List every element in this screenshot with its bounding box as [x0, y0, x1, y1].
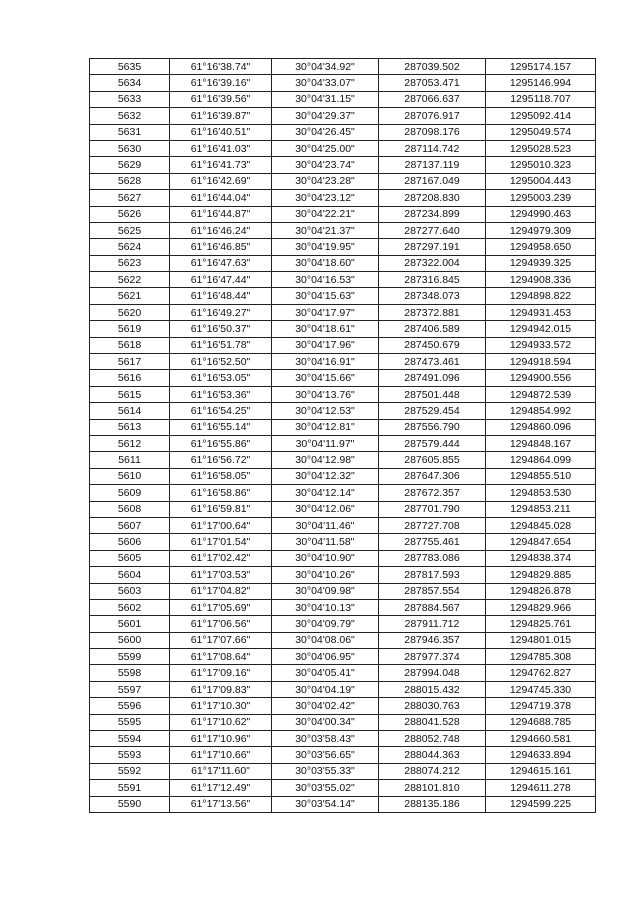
table-row: [90, 550, 596, 566]
point-number-cell: 5624: [90, 239, 170, 255]
y-coordinate-cell: 1294845.028: [486, 517, 596, 533]
longitude-cell: 30°04'00.34": [272, 714, 379, 730]
y-coordinate-cell: 1294660.581: [486, 731, 596, 747]
y-coordinate-cell: 1294854.992: [486, 403, 596, 419]
longitude-cell: 30°03'55.33": [272, 763, 379, 779]
y-coordinate-cell: 1295092.414: [486, 108, 596, 124]
latitude-cell: 61°16'39.16": [170, 75, 272, 91]
longitude-cell: 30°04'12.32": [272, 468, 379, 484]
longitude-cell: 30°04'29.37": [272, 108, 379, 124]
x-coordinate-cell: 287501.448: [379, 386, 486, 402]
table-row: [90, 501, 596, 517]
latitude-cell: 61°17'02.42": [170, 550, 272, 566]
latitude-cell: 61°17'08.64": [170, 649, 272, 665]
y-coordinate-cell: 1294855.510: [486, 468, 596, 484]
latitude-cell: 61°17'05.69": [170, 599, 272, 615]
x-coordinate-cell: 287167.049: [379, 173, 486, 189]
table-row: [90, 649, 596, 665]
x-coordinate-cell: 287372.881: [379, 304, 486, 320]
table-row: [90, 173, 596, 189]
point-number-cell: 5630: [90, 140, 170, 156]
table-row: [90, 698, 596, 714]
x-coordinate-cell: 287277.640: [379, 222, 486, 238]
x-coordinate-cell: 287783.086: [379, 550, 486, 566]
y-coordinate-cell: 1294801.015: [486, 632, 596, 648]
y-coordinate-cell: 1295118.707: [486, 91, 596, 107]
table-row: [90, 583, 596, 599]
longitude-cell: 30°04'18.60": [272, 255, 379, 271]
y-coordinate-cell: 1295146.994: [486, 75, 596, 91]
point-number-cell: 5632: [90, 108, 170, 124]
table-row: [90, 288, 596, 304]
longitude-cell: 30°04'12.81": [272, 419, 379, 435]
latitude-cell: 61°17'01.54": [170, 534, 272, 550]
y-coordinate-cell: 1294847.654: [486, 534, 596, 550]
table-row: [90, 681, 596, 697]
longitude-cell: 30°03'58.43": [272, 731, 379, 747]
point-number-cell: 5608: [90, 501, 170, 517]
table-row: [90, 370, 596, 386]
table-row: [90, 239, 596, 255]
y-coordinate-cell: 1295003.239: [486, 190, 596, 206]
longitude-cell: 30°04'23.12": [272, 190, 379, 206]
x-coordinate-cell: 287911.712: [379, 616, 486, 632]
point-number-cell: 5629: [90, 157, 170, 173]
y-coordinate-cell: 1295049.574: [486, 124, 596, 140]
x-coordinate-cell: 287234.899: [379, 206, 486, 222]
point-number-cell: 5601: [90, 616, 170, 632]
y-coordinate-cell: 1294838.374: [486, 550, 596, 566]
x-coordinate-cell: 287977.374: [379, 649, 486, 665]
point-number-cell: 5625: [90, 222, 170, 238]
longitude-cell: 30°04'13.76": [272, 386, 379, 402]
x-coordinate-cell: 287322.004: [379, 255, 486, 271]
latitude-cell: 61°16'46.85": [170, 239, 272, 255]
longitude-cell: 30°04'34.92": [272, 59, 379, 75]
latitude-cell: 61°16'48.44": [170, 288, 272, 304]
x-coordinate-cell: 287556.790: [379, 419, 486, 435]
y-coordinate-cell: 1294633.894: [486, 747, 596, 763]
longitude-cell: 30°04'09.98": [272, 583, 379, 599]
longitude-cell: 30°04'23.28": [272, 173, 379, 189]
y-coordinate-cell: 1294898.822: [486, 288, 596, 304]
x-coordinate-cell: 287884.567: [379, 599, 486, 615]
y-coordinate-cell: 1294853.211: [486, 501, 596, 517]
latitude-cell: 61°17'07.66": [170, 632, 272, 648]
x-coordinate-cell: 287857.554: [379, 583, 486, 599]
y-coordinate-cell: 1294762.827: [486, 665, 596, 681]
longitude-cell: 30°04'10.90": [272, 550, 379, 566]
y-coordinate-cell: 1294615.161: [486, 763, 596, 779]
table-row: [90, 255, 596, 271]
point-number-cell: 5611: [90, 452, 170, 468]
table-row: [90, 190, 596, 206]
table-row: [90, 616, 596, 632]
longitude-cell: 30°04'10.13": [272, 599, 379, 615]
x-coordinate-cell: 287579.444: [379, 435, 486, 451]
y-coordinate-cell: 1294848.167: [486, 435, 596, 451]
latitude-cell: 61°16'58.05": [170, 468, 272, 484]
point-number-cell: 5620: [90, 304, 170, 320]
x-coordinate-cell: 287473.461: [379, 354, 486, 370]
table-row: [90, 321, 596, 337]
x-coordinate-cell: 288074.212: [379, 763, 486, 779]
longitude-cell: 30°04'18.61": [272, 321, 379, 337]
point-number-cell: 5597: [90, 681, 170, 697]
longitude-cell: 30°04'05.41": [272, 665, 379, 681]
table-row: [90, 780, 596, 796]
point-number-cell: 5607: [90, 517, 170, 533]
longitude-cell: 30°04'16.91": [272, 354, 379, 370]
x-coordinate-cell: 288135.186: [379, 796, 486, 812]
x-coordinate-cell: 287076.917: [379, 108, 486, 124]
latitude-cell: 61°16'52.50": [170, 354, 272, 370]
point-number-cell: 5622: [90, 272, 170, 288]
x-coordinate-cell: 288041.528: [379, 714, 486, 730]
table-row: [90, 731, 596, 747]
longitude-cell: 30°04'11.46": [272, 517, 379, 533]
latitude-cell: 61°16'58.86": [170, 485, 272, 501]
point-number-cell: 5621: [90, 288, 170, 304]
latitude-cell: 61°16'53.05": [170, 370, 272, 386]
x-coordinate-cell: 287316.845: [379, 272, 486, 288]
point-number-cell: 5613: [90, 419, 170, 435]
longitude-cell: 30°03'56.65": [272, 747, 379, 763]
longitude-cell: 30°04'15.63": [272, 288, 379, 304]
point-number-cell: 5604: [90, 567, 170, 583]
point-number-cell: 5635: [90, 59, 170, 75]
x-coordinate-cell: 287605.855: [379, 452, 486, 468]
point-number-cell: 5617: [90, 354, 170, 370]
latitude-cell: 61°17'12.49": [170, 780, 272, 796]
point-number-cell: 5594: [90, 731, 170, 747]
x-coordinate-cell: 287647.306: [379, 468, 486, 484]
longitude-cell: 30°04'33.07": [272, 75, 379, 91]
point-number-cell: 5631: [90, 124, 170, 140]
y-coordinate-cell: 1294900.556: [486, 370, 596, 386]
longitude-cell: 30°04'02.42": [272, 698, 379, 714]
y-coordinate-cell: 1294688.785: [486, 714, 596, 730]
point-number-cell: 5626: [90, 206, 170, 222]
y-coordinate-cell: 1294864.099: [486, 452, 596, 468]
table-row: [90, 59, 596, 75]
longitude-cell: 30°04'08.06": [272, 632, 379, 648]
x-coordinate-cell: 287208.830: [379, 190, 486, 206]
longitude-cell: 30°04'15.66": [272, 370, 379, 386]
longitude-cell: 30°04'10.26": [272, 567, 379, 583]
table-row: [90, 403, 596, 419]
y-coordinate-cell: 1294933.572: [486, 337, 596, 353]
point-number-cell: 5612: [90, 435, 170, 451]
table-row: [90, 485, 596, 501]
longitude-cell: 30°04'04.19": [272, 681, 379, 697]
coordinates-table-body: [90, 59, 596, 813]
longitude-cell: 30°04'19.95": [272, 239, 379, 255]
latitude-cell: 61°17'09.16": [170, 665, 272, 681]
y-coordinate-cell: 1295004.443: [486, 173, 596, 189]
x-coordinate-cell: 287529.454: [379, 403, 486, 419]
table-row: [90, 796, 596, 812]
table-row: [90, 140, 596, 156]
point-number-cell: 5591: [90, 780, 170, 796]
longitude-cell: 30°04'21.37": [272, 222, 379, 238]
longitude-cell: 30°03'54.14": [272, 796, 379, 812]
point-number-cell: 5603: [90, 583, 170, 599]
point-number-cell: 5627: [90, 190, 170, 206]
x-coordinate-cell: 287098.176: [379, 124, 486, 140]
x-coordinate-cell: 288044.363: [379, 747, 486, 763]
y-coordinate-cell: 1294918.594: [486, 354, 596, 370]
point-number-cell: 5634: [90, 75, 170, 91]
latitude-cell: 61°17'10.66": [170, 747, 272, 763]
table-row: [90, 272, 596, 288]
table-row: [90, 452, 596, 468]
x-coordinate-cell: 287817.593: [379, 567, 486, 583]
latitude-cell: 61°16'59.81": [170, 501, 272, 517]
latitude-cell: 61°16'47.44": [170, 272, 272, 288]
y-coordinate-cell: 1294745.330: [486, 681, 596, 697]
y-coordinate-cell: 1294825.761: [486, 616, 596, 632]
longitude-cell: 30°04'12.14": [272, 485, 379, 501]
y-coordinate-cell: 1294785.308: [486, 649, 596, 665]
point-number-cell: 5615: [90, 386, 170, 402]
x-coordinate-cell: 287114.742: [379, 140, 486, 156]
x-coordinate-cell: 288052.748: [379, 731, 486, 747]
x-coordinate-cell: 287137.119: [379, 157, 486, 173]
latitude-cell: 61°16'47.63": [170, 255, 272, 271]
latitude-cell: 61°17'06.56": [170, 616, 272, 632]
x-coordinate-cell: 288030.763: [379, 698, 486, 714]
longitude-cell: 30°04'06.95": [272, 649, 379, 665]
y-coordinate-cell: 1294979.309: [486, 222, 596, 238]
latitude-cell: 61°16'53.36": [170, 386, 272, 402]
point-number-cell: 5590: [90, 796, 170, 812]
latitude-cell: 61°16'49.27": [170, 304, 272, 320]
table-row: [90, 304, 596, 320]
longitude-cell: 30°04'12.53": [272, 403, 379, 419]
point-number-cell: 5610: [90, 468, 170, 484]
latitude-cell: 61°16'46.24": [170, 222, 272, 238]
table-row: [90, 419, 596, 435]
table-row: [90, 763, 596, 779]
x-coordinate-cell: 288015.432: [379, 681, 486, 697]
table-row: [90, 517, 596, 533]
latitude-cell: 61°17'13.56": [170, 796, 272, 812]
latitude-cell: 61°16'39.87": [170, 108, 272, 124]
latitude-cell: 61°17'10.62": [170, 714, 272, 730]
table-row: [90, 91, 596, 107]
point-number-cell: 5593: [90, 747, 170, 763]
point-number-cell: 5623: [90, 255, 170, 271]
y-coordinate-cell: 1294872.539: [486, 386, 596, 402]
table-row: [90, 714, 596, 730]
latitude-cell: 61°16'38.74": [170, 59, 272, 75]
y-coordinate-cell: 1294599.225: [486, 796, 596, 812]
longitude-cell: 30°04'31.15": [272, 91, 379, 107]
point-number-cell: 5596: [90, 698, 170, 714]
x-coordinate-cell: 287039.502: [379, 59, 486, 75]
longitude-cell: 30°04'17.97": [272, 304, 379, 320]
latitude-cell: 61°17'10.96": [170, 731, 272, 747]
longitude-cell: 30°04'22.21": [272, 206, 379, 222]
point-number-cell: 5633: [90, 91, 170, 107]
x-coordinate-cell: 287406.589: [379, 321, 486, 337]
table-row: [90, 206, 596, 222]
x-coordinate-cell: 287450.679: [379, 337, 486, 353]
point-number-cell: 5628: [90, 173, 170, 189]
latitude-cell: 61°17'00.64": [170, 517, 272, 533]
longitude-cell: 30°04'11.97": [272, 435, 379, 451]
table-row: [90, 567, 596, 583]
table-row: [90, 632, 596, 648]
latitude-cell: 61°16'44.87": [170, 206, 272, 222]
y-coordinate-cell: 1294908.336: [486, 272, 596, 288]
table-row: [90, 468, 596, 484]
y-coordinate-cell: 1294719.378: [486, 698, 596, 714]
y-coordinate-cell: 1294611.278: [486, 780, 596, 796]
coordinates-table: [89, 58, 596, 813]
table-row: [90, 665, 596, 681]
point-number-cell: 5592: [90, 763, 170, 779]
point-number-cell: 5614: [90, 403, 170, 419]
x-coordinate-cell: 287297.191: [379, 239, 486, 255]
table-row: [90, 222, 596, 238]
y-coordinate-cell: 1295028.523: [486, 140, 596, 156]
y-coordinate-cell: 1294931.453: [486, 304, 596, 320]
latitude-cell: 61°16'42.69": [170, 173, 272, 189]
x-coordinate-cell: 287053.471: [379, 75, 486, 91]
x-coordinate-cell: 287491.096: [379, 370, 486, 386]
latitude-cell: 61°17'09.83": [170, 681, 272, 697]
y-coordinate-cell: 1294990.463: [486, 206, 596, 222]
x-coordinate-cell: 287672.357: [379, 485, 486, 501]
y-coordinate-cell: 1294853.530: [486, 485, 596, 501]
y-coordinate-cell: 1294942.015: [486, 321, 596, 337]
y-coordinate-cell: 1294958.650: [486, 239, 596, 255]
latitude-cell: 61°16'44.04": [170, 190, 272, 206]
longitude-cell: 30°04'16.53": [272, 272, 379, 288]
longitude-cell: 30°04'11.58": [272, 534, 379, 550]
y-coordinate-cell: 1294826.878: [486, 583, 596, 599]
point-number-cell: 5619: [90, 321, 170, 337]
longitude-cell: 30°04'09.79": [272, 616, 379, 632]
latitude-cell: 61°16'41.73": [170, 157, 272, 173]
point-number-cell: 5598: [90, 665, 170, 681]
latitude-cell: 61°16'55.86": [170, 435, 272, 451]
x-coordinate-cell: 287994.048: [379, 665, 486, 681]
latitude-cell: 61°16'54.25": [170, 403, 272, 419]
x-coordinate-cell: 287755.461: [379, 534, 486, 550]
y-coordinate-cell: 1294860.096: [486, 419, 596, 435]
latitude-cell: 61°16'51.78": [170, 337, 272, 353]
latitude-cell: 61°17'03.53": [170, 567, 272, 583]
table-row: [90, 108, 596, 124]
x-coordinate-cell: 287066.637: [379, 91, 486, 107]
table-row: [90, 157, 596, 173]
table-row: [90, 435, 596, 451]
table-row: [90, 75, 596, 91]
x-coordinate-cell: 288101.810: [379, 780, 486, 796]
point-number-cell: 5602: [90, 599, 170, 615]
y-coordinate-cell: 1295010.323: [486, 157, 596, 173]
latitude-cell: 61°16'50.37": [170, 321, 272, 337]
table-row: [90, 747, 596, 763]
table-row: [90, 386, 596, 402]
longitude-cell: 30°04'17.96": [272, 337, 379, 353]
latitude-cell: 61°17'04.82": [170, 583, 272, 599]
longitude-cell: 30°04'12.06": [272, 501, 379, 517]
x-coordinate-cell: 287701.790: [379, 501, 486, 517]
point-number-cell: 5600: [90, 632, 170, 648]
longitude-cell: 30°04'23.74": [272, 157, 379, 173]
table-row: [90, 354, 596, 370]
latitude-cell: 61°17'10.30": [170, 698, 272, 714]
latitude-cell: 61°16'56.72": [170, 452, 272, 468]
y-coordinate-cell: 1295174.157: [486, 59, 596, 75]
longitude-cell: 30°04'12.98": [272, 452, 379, 468]
latitude-cell: 61°16'39.56": [170, 91, 272, 107]
point-number-cell: 5616: [90, 370, 170, 386]
point-number-cell: 5595: [90, 714, 170, 730]
table-row: [90, 534, 596, 550]
table-row: [90, 124, 596, 140]
latitude-cell: 61°16'55.14": [170, 419, 272, 435]
table-row: [90, 599, 596, 615]
latitude-cell: 61°17'11.60": [170, 763, 272, 779]
point-number-cell: 5609: [90, 485, 170, 501]
x-coordinate-cell: 287727.708: [379, 517, 486, 533]
longitude-cell: 30°04'25.00": [272, 140, 379, 156]
y-coordinate-cell: 1294939.325: [486, 255, 596, 271]
x-coordinate-cell: 287946.357: [379, 632, 486, 648]
x-coordinate-cell: 287348.073: [379, 288, 486, 304]
latitude-cell: 61°16'41.03": [170, 140, 272, 156]
longitude-cell: 30°03'55.02": [272, 780, 379, 796]
longitude-cell: 30°04'26.45": [272, 124, 379, 140]
point-number-cell: 5618: [90, 337, 170, 353]
point-number-cell: 5606: [90, 534, 170, 550]
y-coordinate-cell: 1294829.966: [486, 599, 596, 615]
y-coordinate-cell: 1294829.885: [486, 567, 596, 583]
latitude-cell: 61°16'40.51": [170, 124, 272, 140]
table-row: [90, 337, 596, 353]
point-number-cell: 5605: [90, 550, 170, 566]
point-number-cell: 5599: [90, 649, 170, 665]
